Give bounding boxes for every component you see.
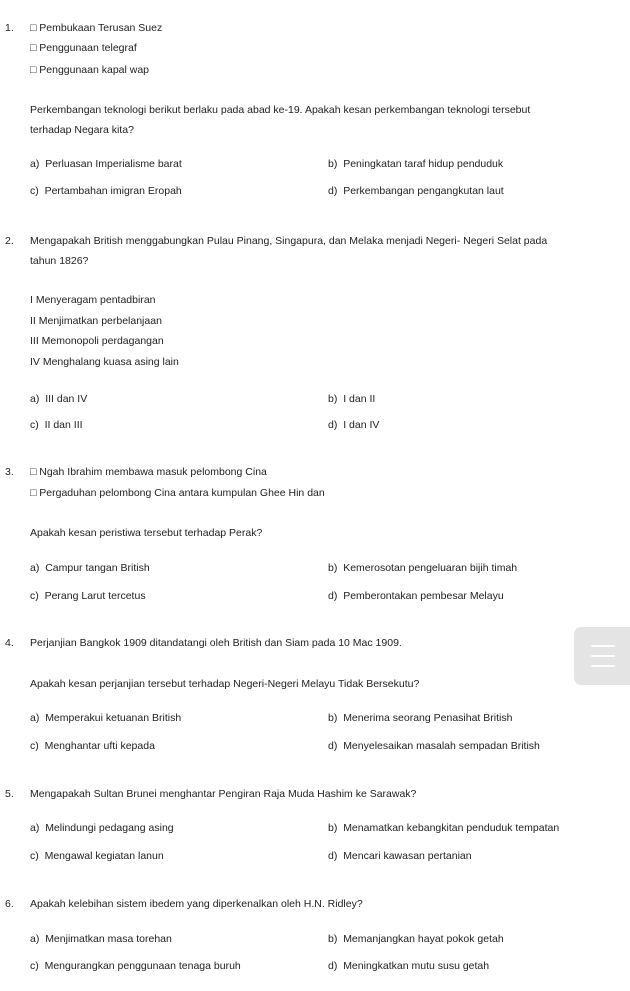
question-1-option-a[interactable] xyxy=(30,158,182,171)
option-text: Perang Larut tercetus xyxy=(44,590,146,602)
question-3-option-c[interactable] xyxy=(30,590,146,603)
option-letter: d) xyxy=(328,740,338,752)
option-letter: d) xyxy=(328,850,338,862)
option-text: Peningkatan taraf hidup penduduk xyxy=(343,158,504,170)
question-6-number: 6. xyxy=(5,898,14,910)
question-6-option-b[interactable] xyxy=(328,933,504,946)
question-3-option-a[interactable] xyxy=(30,562,150,575)
option-letter: b) xyxy=(328,712,338,724)
hamburger-menu-button[interactable] xyxy=(574,627,630,685)
question-2-stem-line-2: tahun 1826? xyxy=(30,255,89,267)
option-text: Memperakui ketuanan British xyxy=(45,712,182,724)
option-letter: c) xyxy=(30,419,39,431)
question-5-option-c[interactable] xyxy=(30,850,164,863)
question-5-option-d[interactable] xyxy=(328,850,472,863)
option-letter: c) xyxy=(30,850,39,862)
option-letter: c) xyxy=(30,590,39,602)
option-text: II dan III xyxy=(44,419,83,431)
option-letter: d) xyxy=(328,590,338,602)
option-text: Kemerosotan pengeluaran bijih timah xyxy=(343,562,518,574)
question-1-option-c[interactable] xyxy=(30,185,182,198)
hamburger-menu-icon xyxy=(591,645,615,647)
question-6-option-a[interactable] xyxy=(30,933,172,946)
question-5-option-b[interactable] xyxy=(328,822,559,835)
question-5-stem-line-1: Mengapakah Sultan Brunei menghantar Pengiran Raja Muda Hashim ke Sarawak? xyxy=(30,788,417,800)
option-letter: a) xyxy=(30,712,40,724)
option-letter: d) xyxy=(328,419,338,431)
option-letter: a) xyxy=(30,393,40,405)
question-3-item-1: □ Ngah Ibrahim membawa masuk pelombong Cina xyxy=(30,466,267,478)
option-text: III dan IV xyxy=(45,393,88,405)
option-text: Pemberontakan pembesar Melayu xyxy=(343,590,504,602)
question-2-option-c[interactable] xyxy=(30,419,83,432)
option-text: Mengawal kegiatan lanun xyxy=(44,850,164,862)
option-text: Perkembangan pengangkutan laut xyxy=(343,185,504,197)
option-letter: d) xyxy=(328,960,338,972)
option-letter: a) xyxy=(30,822,40,834)
option-text: Menyelesaikan masalah sempadan British xyxy=(343,740,540,752)
question-2-item-3: III Memonopoli perdagangan xyxy=(30,335,164,347)
question-4-stem-line-2: Apakah kesan perjanjian tersebut terhadap Negeri-Negeri Melayu Tidak Bersekutu? xyxy=(30,678,420,690)
option-letter: a) xyxy=(30,158,40,170)
option-text: Menerima seorang Penasihat British xyxy=(343,712,513,724)
question-2-option-b[interactable] xyxy=(328,393,375,406)
option-text: Meningkatkan mutu susu getah xyxy=(343,960,490,972)
question-2-option-a[interactable] xyxy=(30,393,87,406)
question-4-option-a[interactable] xyxy=(30,712,181,725)
question-5-option-a[interactable] xyxy=(30,822,174,835)
option-text: Campur tangan British xyxy=(45,562,150,574)
option-text: Mencari kawasan pertanian xyxy=(343,850,472,862)
question-1-stem-line-1: Perkembangan teknologi berikut berlaku pada abad ke-19. Apakah kesan perkembangan teknologi tersebut xyxy=(30,104,531,116)
question-6-option-c[interactable] xyxy=(30,960,241,973)
question-5-number: 5. xyxy=(5,788,14,800)
question-1-item-2: □ Penggunaan telegraf xyxy=(30,42,137,54)
option-text: Memanjangkan hayat pokok getah xyxy=(343,933,504,945)
option-letter: c) xyxy=(30,740,39,752)
question-2-number: 2. xyxy=(5,235,14,247)
option-letter: c) xyxy=(30,960,39,972)
option-letter: b) xyxy=(328,933,338,945)
option-letter: a) xyxy=(30,562,40,574)
question-6-option-d[interactable] xyxy=(328,960,489,973)
question-1-option-d[interactable] xyxy=(328,185,504,198)
option-text: Perluasan Imperialisme barat xyxy=(45,158,182,170)
option-text: Menghantar ufti kepada xyxy=(44,740,155,752)
option-letter: d) xyxy=(328,185,338,197)
option-text: Melindungi pedagang asing xyxy=(45,822,174,834)
option-text: I dan IV xyxy=(343,419,380,431)
option-letter: b) xyxy=(328,562,338,574)
option-letter: b) xyxy=(328,822,338,834)
question-2-item-1: I Menyeragam pentadbiran xyxy=(30,294,156,306)
question-3-option-d[interactable] xyxy=(328,590,504,603)
question-1-item-3: □ Penggunaan kapal wap xyxy=(30,64,150,76)
question-3-stem-line-1: Apakah kesan peristiwa tersebut terhadap Perak? xyxy=(30,527,263,539)
option-text: Menamatkan kebangkitan penduduk tempatan xyxy=(343,822,560,834)
hamburger-menu-icon xyxy=(591,655,615,657)
question-4-number: 4. xyxy=(5,637,14,649)
question-2-stem-line-1: Mengapakah British menggabungkan Pulau Pinang, Singapura, dan Melaka menjadi Negeri- Negeri Selat pada xyxy=(30,235,548,247)
question-4-stem-line-1: Perjanjian Bangkok 1909 ditandatangi oleh British dan Siam pada 10 Mac 1909. xyxy=(30,637,402,649)
question-4-option-b[interactable] xyxy=(328,712,512,725)
question-1-number: 1. xyxy=(5,22,14,34)
question-4-option-d[interactable] xyxy=(328,740,540,753)
question-3-number: 3. xyxy=(5,466,14,478)
question-1-item-1: □ Pembukaan Terusan Suez xyxy=(30,22,163,34)
question-2-option-d[interactable] xyxy=(328,419,379,432)
question-4-option-c[interactable] xyxy=(30,740,155,753)
option-letter: b) xyxy=(328,158,338,170)
question-1-option-b[interactable] xyxy=(328,158,503,171)
option-text: Mengurangkan penggunaan tenaga buruh xyxy=(44,960,241,972)
question-1-stem-line-2: terhadap Negara kita? xyxy=(30,124,134,136)
option-text: Pertambahan imigran Eropah xyxy=(44,185,182,197)
question-6-stem-line-1: Apakah kelebihan sistem ibedem yang diperkenalkan oleh H.N. Ridley? xyxy=(30,898,363,910)
question-3-item-2: □ Pergaduhan pelombong Cina antara kumpulan Ghee Hin dan xyxy=(30,487,325,499)
question-2-item-4: IV Menghalang kuasa asing lain xyxy=(30,356,179,368)
option-text: Menjimatkan masa torehan xyxy=(45,933,172,945)
option-letter: b) xyxy=(328,393,338,405)
question-2-item-2: II Menjimatkan perbelanjaan xyxy=(30,315,162,327)
question-3-option-b[interactable] xyxy=(328,562,517,575)
option-letter: a) xyxy=(30,933,40,945)
option-letter: c) xyxy=(30,185,39,197)
hamburger-menu-icon xyxy=(591,665,615,667)
option-text: I dan II xyxy=(343,393,376,405)
